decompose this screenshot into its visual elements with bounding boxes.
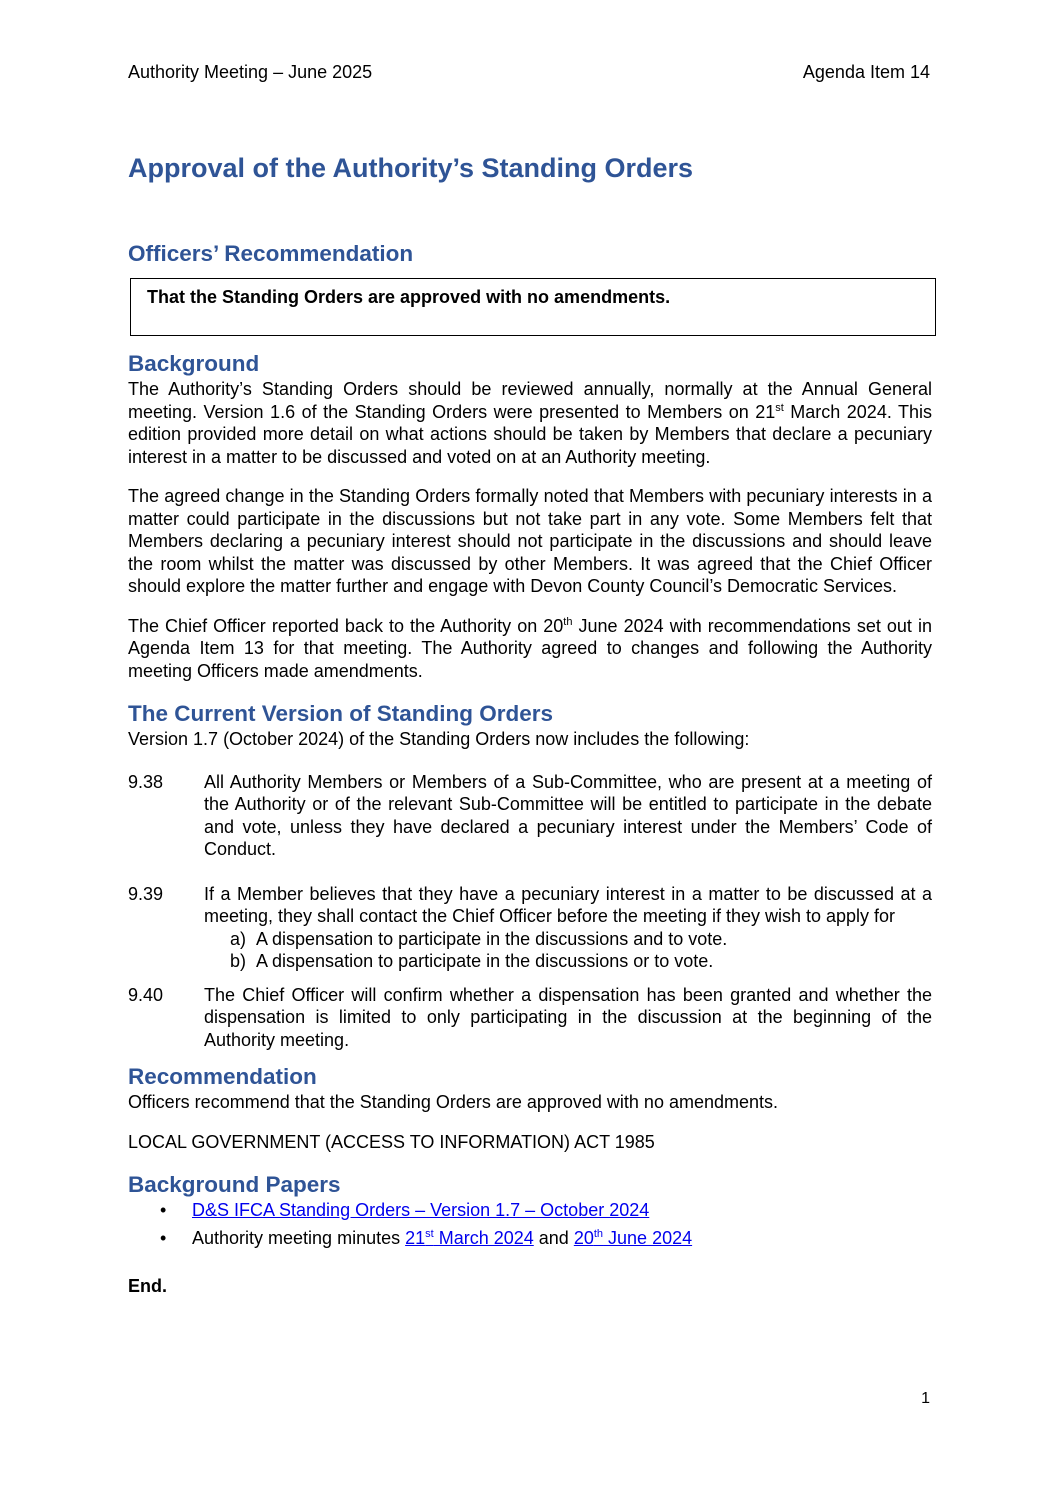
standing-order-item: [128, 883, 932, 973]
bullet-icon: •: [160, 1200, 167, 1220]
page-title: Approval of the Authority’s Standing Orders: [128, 153, 694, 183]
recommendation-box: [130, 278, 936, 336]
sub-item: b) A dispensation to participate in the discussions or to vote.: [230, 951, 714, 971]
item-number: 9.40: [128, 984, 164, 1005]
item-number: 9.39: [128, 883, 164, 904]
minutes-june-link[interactable]: 20th June 2024: [573, 1227, 693, 1248]
list-item: [128, 1199, 932, 1222]
page-number: 1: [921, 1390, 930, 1407]
standing-order-item: [128, 984, 932, 1052]
document-body: [128, 150, 932, 1298]
recommendation-heading: Recommendation: [128, 1064, 317, 1089]
act-reference: LOCAL GOVERNMENT (ACCESS TO INFORMATION) ACT 1985: [128, 1131, 655, 1152]
current-version-intro: Version 1.7 (October 2024) of the Standing Orders now includes the following:: [128, 729, 750, 749]
sub-item: a) A dispensation to participate in the discussions and to vote.: [230, 928, 728, 949]
item-text: The Chief Officer will confirm whether a dispensation has been granted and whether the dispensation is limited to only participating in the discussion at the beginning of the Authority meeting.: [204, 984, 932, 1050]
recommendation-box-text: That the Standing Orders are approved with no amendments.: [147, 287, 671, 307]
current-version-heading: The Current Version of Standing Orders: [128, 701, 554, 726]
item-text: All Authority Members or Members of a Sub-Committee, who are present at a meeting of the Authority or of the relevant Sub-Committee will be entitled to participate in the debate and vote, unless they have declared a pecuniary interest under the Members’ Code of Conduct.: [204, 771, 932, 859]
minutes-march-link[interactable]: 21st March 2024: [405, 1227, 534, 1248]
background-heading: Background: [128, 351, 260, 376]
background-papers-list: [128, 1199, 932, 1249]
background-paragraph-3: The Chief Officer reported back to the Authority on 20th June 2024 with recommendations set out in Agenda Item 13 for that meeting. The Authority agreed to changes and following the Authority meeting Officers made amendments.: [128, 615, 932, 681]
background-papers-heading: Background Papers: [128, 1172, 341, 1197]
item-text: If a Member believes that they have a pecuniary interest in a matter to be discussed at a meeting, they shall contact the Chief Officer before the meeting if they wish to apply for: [204, 883, 932, 926]
standing-order-item: [128, 771, 932, 861]
header-meeting: Authority Meeting – June 2025: [128, 62, 373, 82]
end-marker: End.: [128, 1276, 167, 1296]
standing-orders-link[interactable]: D&S IFCA Standing Orders – Version 1.7 – October 2024: [192, 1200, 650, 1220]
background-paragraph-2: The agreed change in the Standing Orders formally noted that Members with pecuniary interests in a matter could participate in the discussions but not take part in any vote. Some Members felt that Members declaring a pecuniary interest should not participate in the discussions and should leave the room whilst the matter was discussed by other Members. It was agreed that the Chief Officer should explore the matter further and engage with Devon County Council’s Democratic Services.: [128, 486, 932, 596]
background-paragraph-1: The Authority’s Standing Orders should be reviewed annually, normally at the Annual General meeting. Version 1.6 of the Standing Orders were presented to Members on 21st March 2024. This edition provided more detail on what actions should be taken by Members that declare a pecuniary interest in a matter to be discussed and voted on at an Authority meeting.: [128, 379, 932, 467]
officers-recommendation-heading: Officers’ Recommendation: [128, 241, 414, 266]
header-agenda-item: Agenda Item 14: [802, 62, 930, 82]
bullet-icon: •: [160, 1227, 167, 1248]
recommendation-text: Officers recommend that the Standing Orders are approved with no amendments.: [128, 1092, 779, 1112]
item-number: 9.38: [128, 771, 164, 792]
list-item: • Authority meeting minutes 21st March 2024 and 20th June 2024: [160, 1227, 693, 1248]
